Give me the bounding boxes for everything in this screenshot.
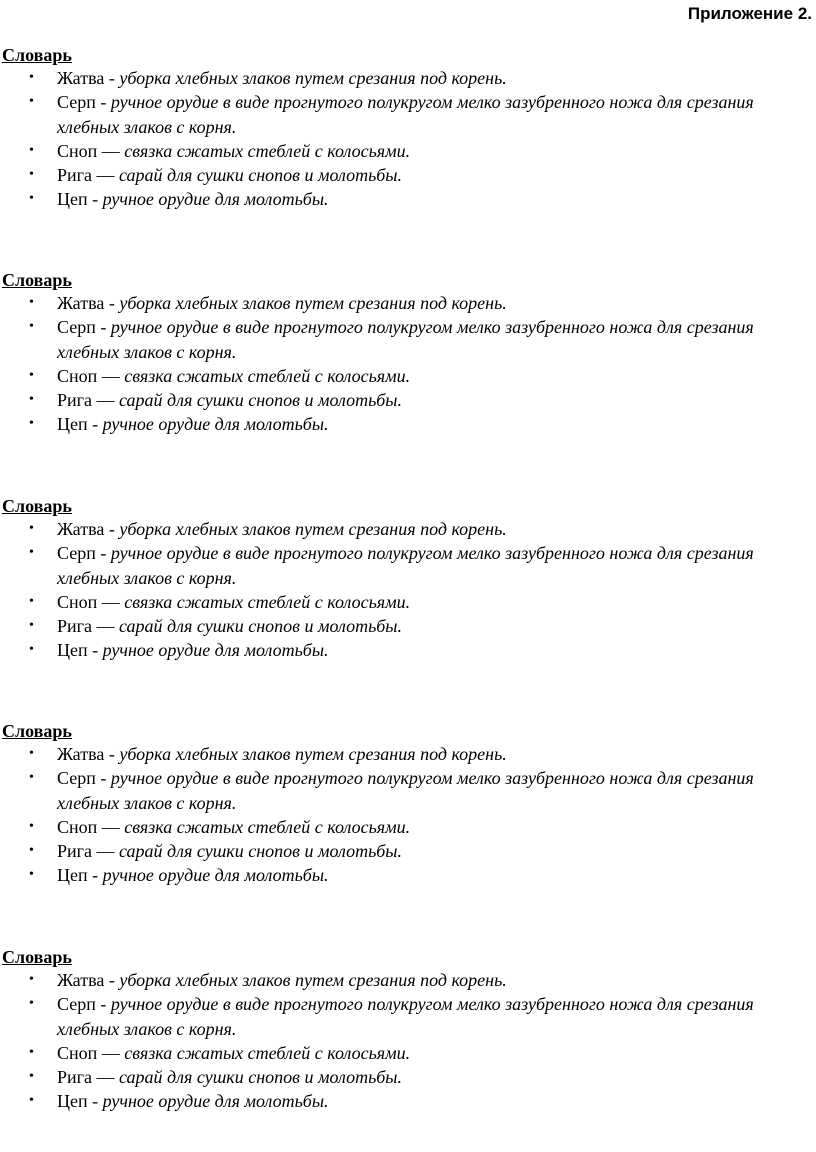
definition: уборка хлебных злаков путем срезания под корень.	[119, 970, 507, 990]
list-item	[0, 839, 797, 863]
term: Жатва	[57, 293, 105, 313]
definition: ручное орудие в виде прогнутого полукругом мелко зазубренного ножа для срезания хлебных злаков с корня.	[57, 994, 754, 1039]
term: Сноп	[57, 591, 98, 612]
vocabulary-block	[0, 270, 816, 437]
definition: связка сжатых стеблей с колосьями.	[124, 140, 411, 161]
definition: уборка хлебных злаков путем срезания под корень.	[119, 68, 507, 88]
bullet-icon: •	[29, 70, 34, 85]
term: Рига	[57, 165, 93, 186]
list-item	[0, 1065, 797, 1089]
bullet-icon: •	[29, 1044, 34, 1060]
bullet-icon: •	[29, 642, 34, 658]
bullet-icon: •	[29, 142, 34, 158]
list-item	[0, 139, 797, 163]
definition: ручное орудие для молотьбы.	[102, 640, 329, 661]
term-separator: -	[104, 293, 120, 313]
definition: сарай для сушки снопов и молотьбы.	[119, 1067, 402, 1088]
list-item	[0, 66, 797, 90]
bullet-icon: •	[29, 521, 34, 536]
definition: сарай для сушки снопов и молотьбы.	[119, 841, 402, 862]
term: Рига	[57, 616, 93, 637]
term-separator: —	[92, 1067, 120, 1088]
list-item	[0, 992, 797, 1041]
term-separator: —	[97, 365, 125, 386]
term: Серп	[57, 317, 96, 338]
definition: связка сжатых стеблей с колосьями.	[124, 816, 411, 837]
list-item	[0, 614, 797, 638]
definition: сарай для сушки снопов и молотьбы.	[119, 616, 402, 637]
term-separator: -	[87, 640, 103, 661]
term: Сноп	[57, 1042, 98, 1063]
bullet-icon: •	[29, 972, 34, 987]
term-separator: -	[87, 1091, 103, 1112]
list-item	[0, 541, 797, 590]
definition: ручное орудие в виде прогнутого полукругом мелко зазубренного ножа для срезания хлебных злаков с корня.	[57, 768, 754, 813]
term-separator: -	[95, 92, 111, 113]
definition: ручное орудие в виде прогнутого полукругом мелко зазубренного ножа для срезания хлебных злаков с корня.	[57, 92, 754, 137]
term: Серп	[57, 994, 96, 1015]
list-item	[0, 517, 797, 541]
term-separator: —	[97, 591, 125, 612]
appendix-label: Приложение 2.	[687, 4, 812, 23]
bullet-icon: •	[29, 618, 34, 634]
vocabulary-block	[0, 45, 816, 212]
definition: сарай для сушки снопов и молотьбы.	[119, 165, 402, 186]
vocabulary-list	[0, 742, 816, 888]
bullet-icon: •	[29, 167, 34, 183]
definition: связка сжатых стеблей с колосьями.	[124, 365, 411, 386]
term: Жатва	[57, 68, 105, 88]
term: Цеп	[57, 640, 88, 661]
list-item	[0, 766, 797, 815]
term: Серп	[57, 768, 96, 789]
definition: ручное орудие в виде прогнутого полукругом мелко зазубренного ножа для срезания хлебных злаков с корня.	[57, 543, 754, 588]
vocabulary-list	[0, 291, 816, 437]
term-separator: -	[87, 189, 103, 210]
list-item	[0, 388, 797, 412]
list-item	[0, 742, 797, 766]
list-item	[0, 1089, 797, 1113]
definition: ручное орудие для молотьбы.	[102, 414, 329, 435]
bullet-icon: •	[29, 392, 34, 408]
vocabulary-block	[0, 721, 816, 888]
vocabulary-list	[0, 66, 816, 212]
bullet-icon: •	[29, 94, 34, 110]
term: Жатва	[57, 744, 105, 764]
term-separator: —	[92, 165, 120, 186]
definition: связка сжатых стеблей с колосьями.	[124, 591, 411, 612]
definition: связка сжатых стеблей с колосьями.	[124, 1042, 411, 1063]
term: Рига	[57, 841, 93, 862]
term: Рига	[57, 1067, 93, 1088]
bullet-icon: •	[29, 416, 34, 432]
list-item	[0, 863, 797, 887]
definition: ручное орудие для молотьбы.	[102, 865, 329, 886]
term-separator: —	[97, 140, 125, 161]
term-separator: -	[95, 543, 111, 564]
term-separator: -	[95, 994, 111, 1015]
term-separator: -	[95, 317, 111, 338]
bullet-icon: •	[29, 319, 34, 335]
term: Рига	[57, 390, 93, 411]
bullet-icon: •	[29, 1069, 34, 1085]
vocabulary-list	[0, 968, 816, 1114]
bullet-icon: •	[29, 996, 34, 1012]
vocabulary-title: Словарь	[2, 947, 72, 967]
term: Сноп	[57, 365, 98, 386]
term: Жатва	[57, 970, 105, 990]
list-item	[0, 163, 797, 187]
term: Цеп	[57, 414, 88, 435]
term: Жатва	[57, 519, 105, 539]
term: Цеп	[57, 1091, 88, 1112]
bullet-icon: •	[29, 545, 34, 561]
vocabulary-title: Словарь	[2, 270, 72, 290]
bullet-icon: •	[29, 1093, 34, 1109]
bullet-icon: •	[29, 867, 34, 883]
list-item	[0, 1041, 797, 1065]
bullet-icon: •	[29, 770, 34, 786]
list-item	[0, 187, 797, 211]
term: Серп	[57, 92, 96, 113]
definition: уборка хлебных злаков путем срезания под корень.	[119, 744, 507, 764]
list-item	[0, 590, 797, 614]
bullet-icon: •	[29, 843, 34, 859]
vocabulary-title: Словарь	[2, 721, 72, 741]
term: Сноп	[57, 140, 98, 161]
vocabulary-title: Словарь	[2, 496, 72, 516]
list-item	[0, 815, 797, 839]
vocabulary-block	[0, 496, 816, 663]
definition: ручное орудие в виде прогнутого полукругом мелко зазубренного ножа для срезания хлебных злаков с корня.	[57, 317, 754, 362]
term-separator: —	[92, 841, 120, 862]
term-separator: -	[104, 970, 120, 990]
bullet-icon: •	[29, 191, 34, 207]
definition: ручное орудие для молотьбы.	[102, 189, 329, 210]
bullet-icon: •	[29, 593, 34, 609]
bullet-icon: •	[29, 367, 34, 383]
bullet-icon: •	[29, 746, 34, 761]
term-separator: —	[97, 1042, 125, 1063]
term-separator: —	[97, 816, 125, 837]
list-item	[0, 90, 797, 139]
term-separator: —	[92, 616, 120, 637]
list-item	[0, 364, 797, 388]
term-separator: -	[104, 744, 120, 764]
term: Сноп	[57, 816, 98, 837]
list-item	[0, 412, 797, 436]
term-separator: -	[104, 68, 120, 88]
term: Серп	[57, 543, 96, 564]
term-separator: -	[104, 519, 120, 539]
definition: сарай для сушки снопов и молотьбы.	[119, 390, 402, 411]
term-separator: -	[87, 414, 103, 435]
vocabulary-block	[0, 947, 816, 1114]
term: Цеп	[57, 865, 88, 886]
vocabulary-list	[0, 517, 816, 663]
term-separator: —	[92, 390, 120, 411]
vocabulary-title: Словарь	[2, 45, 72, 65]
list-item	[0, 968, 797, 992]
definition: уборка хлебных злаков путем срезания под корень.	[119, 519, 507, 539]
bullet-icon: •	[29, 818, 34, 834]
definition: ручное орудие для молотьбы.	[102, 1091, 329, 1112]
term-separator: -	[87, 865, 103, 886]
term: Цеп	[57, 189, 88, 210]
list-item	[0, 291, 797, 315]
term-separator: -	[95, 768, 111, 789]
list-item	[0, 315, 797, 364]
bullet-icon: •	[29, 295, 34, 310]
definition: уборка хлебных злаков путем срезания под корень.	[119, 293, 507, 313]
list-item	[0, 638, 797, 662]
